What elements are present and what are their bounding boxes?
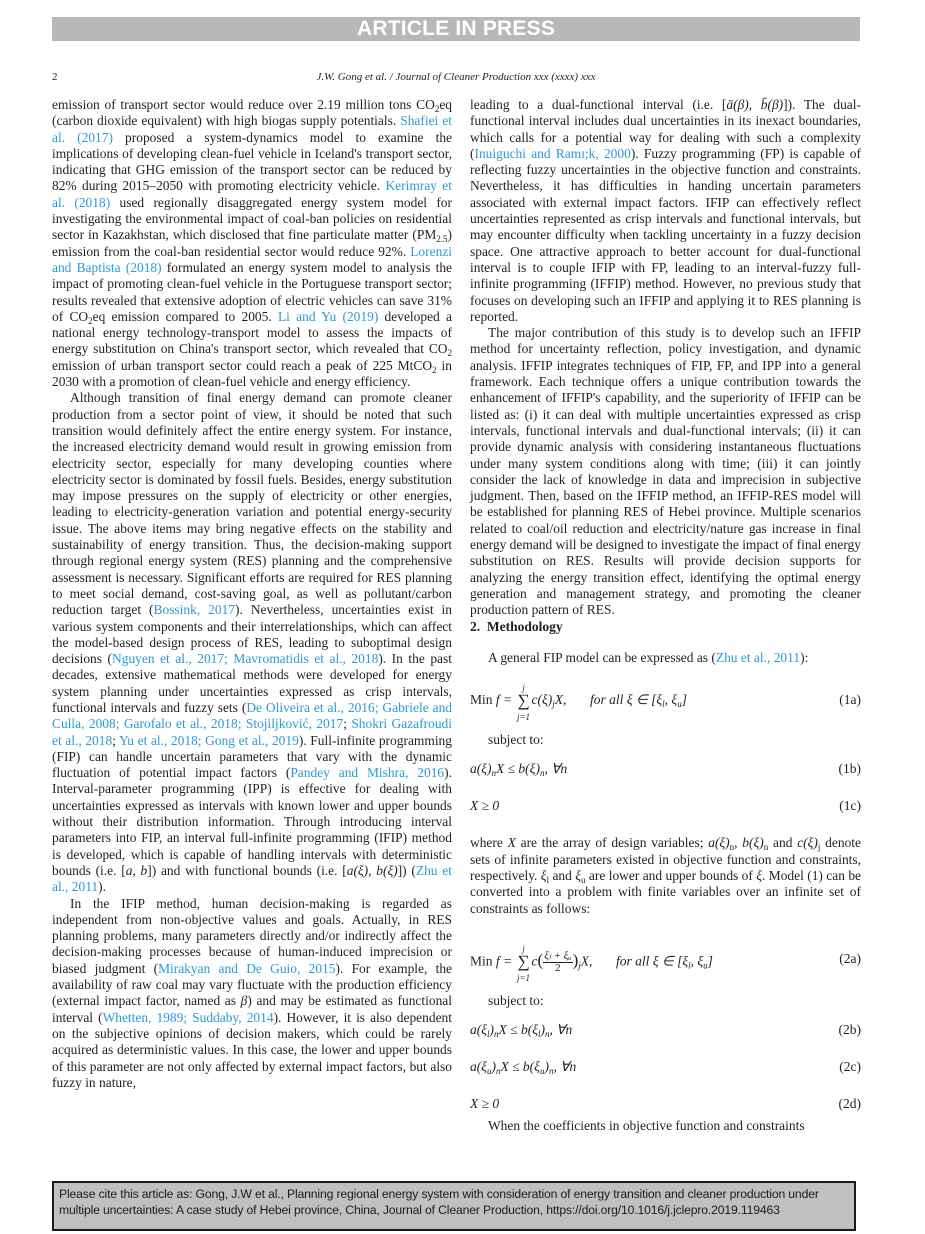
reference-link[interactable]: Inuiguchi and Ramı;k, 2000: [474, 145, 631, 161]
subscript: l: [546, 874, 550, 885]
reference-link[interactable]: Yu et al., 2018; Gong et al., 2019: [119, 732, 299, 748]
text: denote sets of infinite parameters existed in objective function and constraints, respectively.: [470, 835, 861, 883]
subscript: n: [494, 1029, 499, 1040]
reference-link[interactable]: Bossink, 2017: [153, 602, 236, 618]
eq-text: X ≥ 0: [470, 1096, 500, 1112]
subscript: 2: [447, 348, 452, 359]
math-inline: β: [240, 993, 248, 1009]
eq-text: Min: [470, 692, 493, 708]
eq-text: a(ξ: [470, 1059, 488, 1075]
math-inline: b(ξ): [742, 835, 764, 851]
reference-link[interactable]: Pandey and Mishra, 2016: [290, 765, 445, 781]
subscript: u: [703, 960, 708, 971]
equation-2d: [470, 1096, 861, 1112]
math-inline: ξ: [540, 867, 547, 883]
left-column: [52, 97, 452, 1091]
text: ;: [343, 716, 352, 732]
eq-text: for all ξ ∈ [ξ: [590, 692, 663, 708]
text: ). Interval-parameter programming (IPP) is effective for dealing with uncertainties expressed as intervals with known lower and upper bounds without their distribution information. Through introducing interval parameters into FIP, an interval full-infinite programming (IFIP) method is developed, which is capable of handling intervals with deterministic bounds (i.e. [: [52, 765, 452, 878]
citation-box: [52, 1181, 856, 1231]
right-column: [470, 97, 861, 1134]
text: ]). The dual-functional interval includes dual uncertainties in its inexact boundaries, which calls for a potential way for dealing with such a complexity (: [470, 97, 861, 161]
text: and: [549, 867, 576, 883]
paragraph: [52, 896, 452, 1092]
eq-text: f =: [495, 692, 516, 708]
subscript: l: [537, 1029, 541, 1040]
text: . Model (1) can be converted into a problem with finite variables over an infinite set of constraints as follows:: [470, 867, 862, 916]
text: A general FIP model can be expressed as (: [488, 649, 716, 665]
paragraph: [470, 993, 861, 1009]
eq-text: , ∀n: [544, 761, 568, 777]
subscript: n: [491, 768, 497, 779]
section-title: Methodology: [486, 618, 563, 634]
math-inline: ξ: [756, 867, 763, 883]
eq-text: , ξ: [664, 692, 678, 708]
sum-upper: j: [522, 683, 525, 694]
text: proposed a system-dynamics model to examine the implications of developing clean-fuel vehicle in Iceland's transport sector, indicating that GHG emission of the transport sector can be reduced by 82% during 2015–2050 with promoting electricity vehicle.: [52, 129, 453, 194]
reference-link[interactable]: Shokri Gazafroudi et al., 2018: [52, 716, 452, 748]
eq-text: Min: [470, 953, 493, 969]
text: ;: [112, 732, 120, 748]
eq-text: for all ξ ∈ [ξ: [616, 953, 689, 969]
equation-1c: [470, 798, 861, 814]
eq-text: X,: [554, 692, 567, 708]
left-paren: (: [537, 950, 544, 970]
text: used regionally disaggregated energy system model for investigating the environmental impact of coal-ban policies on residential sector in Kazakhstan, which disclosed that fine particulate matter (PM: [52, 194, 452, 243]
equation-2a: [470, 944, 861, 984]
subscript: l: [688, 960, 691, 971]
reference-link[interactable]: Li and Yu (2019): [277, 308, 379, 324]
text: emission of transport sector would reduce over 2.19 million tons CO: [52, 97, 435, 112]
paragraph: [52, 97, 452, 390]
journal-header: J.W. Gong et al. / Journal of Cleaner Production xxx (xxxx) xxx: [316, 71, 596, 83]
text: and: [768, 835, 798, 851]
math-inline: X: [507, 835, 516, 851]
text: ). Nevertheless, uncertainties exist in various system components and their interrelationships, which can affect the model-based design process of RES, leading to suboptimal design decisions (: [52, 602, 453, 667]
subscript: u: [677, 699, 682, 710]
section-heading: [470, 619, 861, 635]
subscript: n: [496, 1066, 501, 1077]
paragraph: [470, 732, 861, 748]
eq-text: ]: [681, 692, 687, 708]
eq-text: c(ξ): [531, 692, 553, 708]
eq-text: X ≥ 0: [470, 798, 500, 814]
citation-text: Please cite this article as: Gong, J.W et al., Planning regional energy system with consideration of energy transition and cleaner production under multiple uncertainties: A case study of Hebei province, China, Journal of Cleaner Production, https://doi.org/10.1016/j.jclepro.2019.119463: [59, 1187, 819, 1217]
equation-1b: [470, 761, 861, 777]
summation-symbol: ∑ j j=1: [516, 693, 532, 709]
text: ]) and with functional bounds (i.e. [: [147, 862, 347, 878]
eq-text: f =: [495, 953, 516, 969]
text: are the array of design variables;: [515, 835, 709, 851]
reference-link[interactable]: Kerimray et al. (2018): [52, 178, 452, 210]
reference-link[interactable]: Nguyen et al., 2017; Mavromatidis et al., 2018: [112, 651, 379, 667]
subscript: n: [548, 1066, 554, 1077]
eq-text: ): [491, 1059, 497, 1075]
eq-text: , ∀n: [549, 1022, 573, 1038]
text: ). In the past decades, extensive mathematical methods were developed for energy system planning under uncertainties expressed as crisp intervals, functional intervals and fuzzy sets (: [52, 651, 452, 715]
text: leading to a dual-functional interval (i.e. [: [470, 97, 727, 112]
equation-number: (2c): [839, 1059, 861, 1075]
text: emission of urban transport sector could reach a peak of 225 MtCO: [52, 357, 433, 373]
reference-link[interactable]: Zhu et al., 2011: [52, 862, 452, 895]
equation-number: (2d): [838, 1096, 861, 1112]
text: In the IFIP method, human decision-making is regarded as independent from non-objective values and goals. Actually, in RES planning problems, many parameters directly and/or indirectly affect the decision-making processes because of human-induced imprecision or biased judgment (: [52, 895, 452, 976]
subscript: l: [487, 1029, 490, 1040]
reference-link[interactable]: Whetten, 1989; Suddaby, 2014: [102, 1009, 274, 1025]
paragraph: [470, 325, 861, 618]
subscript: u: [581, 874, 586, 885]
text: developed a national energy technology-transport model to assess the impacts of energy substitution on China's transport sector, which revealed that CO: [52, 308, 452, 357]
right-paren: ): [572, 950, 579, 970]
text: eq (carbon dioxide equivalent) with high biogas supply potentials.: [52, 97, 452, 129]
math-inline: ā(β), b̄(β): [726, 97, 784, 112]
equation-number: (1b): [838, 761, 861, 777]
math-inline: a(ξ): [708, 835, 730, 851]
subscript: j: [552, 699, 555, 710]
subscript: l: [662, 699, 665, 710]
eq-text: ]: [707, 953, 713, 969]
text: formulated an energy system model to analysis the impact of promoting clean-fuel vehicle in the Portuguese transport sector; results revealed that extensive adoption of electric vehicles can save 31% of CO: [52, 259, 452, 324]
text: ):: [800, 649, 809, 665]
math-inline: c(ξ): [797, 835, 818, 851]
text: ) and may be estimated as functional interval (: [52, 993, 452, 1025]
math-inline: a, b: [125, 862, 148, 878]
subscript: 2: [88, 315, 93, 326]
subscript: 2: [432, 364, 437, 375]
eq-text: ): [540, 1022, 545, 1038]
paragraph: [470, 835, 861, 916]
eq-text: ): [489, 1022, 495, 1038]
sum-lower: j=1: [516, 973, 531, 984]
eq-text: X,: [580, 953, 593, 969]
equation-number: (1c): [839, 798, 861, 814]
subscript: n: [539, 768, 545, 779]
text: eq emission compared to 2005.: [92, 308, 278, 324]
text: The major contribution of this study is to develop such an IFFIP method for uncertainty reflection, policy investigation, and dynamic analysis. IFFIP integrates techniques of FIP, FP, and IPP into a general framework. Each technique offers a unique contribution towards the enhancement of IFFIP's capability, and the superiority of IFFIP can be listed as: (i) it can deal with multiple uncertainties expressed as crisp intervals, functional intervals and dual-functional intervals; (ii) it can provide dynamic analysis with considering instantaneous fluctuations under many system conditions along with time; (iii) it can jointly consider the lack of knowledge in data and imprecision in subjective judgment. Then, based on the IFFIP method, an IFFIP-RES model will be established for planning RES of Hebei province. Multiple scenarios related to coal/oil reduction and electricity/nature gas increase in final energy demand will be designed to investigate the impact of final energy substitution on RES. Results will provide decision supports for analyzing the energy transition effect, identifying the optimal energy generation and management strategy, and promoting the cleaner production pattern of RES.: [470, 325, 861, 618]
text: ]) (: [397, 862, 416, 878]
paragraph: [52, 390, 452, 895]
subscript: n: [545, 1029, 550, 1040]
paragraph: [470, 650, 861, 666]
eq-text: X ≤ b(ξ: [498, 1022, 538, 1038]
equation-2c: [470, 1059, 861, 1075]
eq-text: a(ξ: [470, 1022, 488, 1038]
subscript: j: [578, 960, 581, 971]
math-inline: ξ: [575, 867, 582, 883]
eq-text: , ξ: [690, 953, 704, 969]
eq-text: X ≤ b(ξ): [496, 761, 540, 777]
text: subject to:: [488, 732, 544, 748]
subscript: n: [763, 842, 769, 853]
running-head: [52, 71, 860, 87]
reference-link[interactable]: Lorenzi and Baptista (2018): [52, 243, 452, 275]
subscript: u: [539, 1066, 545, 1077]
sum-lower: j=1: [516, 712, 531, 723]
subscript: 2: [434, 104, 440, 114]
reference-link[interactable]: Shafiei et al. (2017): [52, 113, 452, 145]
text: subject to:: [488, 992, 544, 1008]
reference-link[interactable]: Mirakyan and De Guio, 2015: [158, 960, 336, 976]
text: where: [470, 835, 508, 851]
eq-text: a(ξ): [470, 761, 492, 777]
text: ). Full-infinite programming (FIP) can handle uncertain parameters that vary with the dynamic fluctuation of potential impact factors (: [52, 732, 452, 781]
text: When the coefficients in objective function and constraints: [488, 1118, 805, 1134]
subscript: j: [817, 842, 821, 853]
eq-text: , ∀n: [553, 1059, 577, 1075]
paragraph: [470, 97, 861, 325]
equation-1a: [470, 683, 861, 723]
eq-text: X ≤ b(ξ: [500, 1059, 540, 1075]
eq-text: c: [531, 953, 538, 969]
math-inline: a(ξ), b(ξ): [346, 862, 398, 878]
subscript: u: [487, 1066, 492, 1077]
summation-symbol: ∑ j j=1: [516, 954, 532, 970]
text: in 2030 with a promotion of clean-fuel vehicle and energy efficiency.: [52, 357, 453, 390]
equation-number: (2a): [839, 950, 861, 966]
fraction-numerator: ξₗ + ξᵤ: [544, 949, 572, 962]
text: ).: [98, 879, 106, 895]
page-number: 2: [52, 71, 58, 83]
text: ,: [734, 835, 743, 851]
paragraph: [470, 1118, 861, 1134]
text: Although transition of final energy demand can promote cleaner production from a sector point of view, it should be noted that such transition would definitely affect the entire energy system. For instance, the increased electricity demand would result in growing emission from electricity sector, especially for many developing counties where electricity sector is dominated by fossil fuels. Besides, energy substitution may impose pressures on the supply of electricity or other energies, leading to electricity-generation variation and potential energy-security issue. The above items may bring negative effects on the stability and sustainability of energy transition. Thus, the decision-making support through regional energy system (RES) planning and the comprehensive assessment is necessary. Significant efforts are required for RES planning to meet social demand, cost-saving goal, as well as pollutant/carbon reduction target (: [52, 390, 452, 618]
reference-link[interactable]: De Oliveira et al., 2016; Gabriele and Culla, 2008; Garofalo et al., 2018; Stojiljković, 2017: [52, 699, 453, 732]
fraction: [543, 951, 572, 974]
text: are lower and upper bounds of: [585, 867, 757, 883]
text: ) emission from the coal-ban residential sector would reduce 92%.: [52, 227, 452, 259]
sum-upper: j: [522, 944, 525, 955]
text: ). Fuzzy programming (FP) is capable of reflecting fuzzy uncertainties in the objective function and constraints. Nevertheless, it has difficulties in handing uncertain parameters associated with external impact factors. IFIP can effectively reflect uncertainties represented as crisp intervals and functional intervals, but may encounter difficulty when tackling uncertainty in a fuzzy decision space. One attractive approach to better account for dual-functional interval is to couple IFIP with FP, leading to an interval-fuzzy full-infinite programming (IFFIP) method. However, no previous study that focuses on developing such an IFFIP and applying it to RES planning is reported.: [470, 145, 861, 324]
fraction-denominator: 2: [555, 961, 561, 974]
reference-link[interactable]: Zhu et al., 2011: [715, 649, 801, 665]
text: ). However, it is also dependent on the subjective opinions of decision makers, which could be rarely acquired as deterministic values. In this case, the lower and upper bounds of this parameter are not only affected by external impact factors, but also fuzzy in nature,: [52, 1009, 452, 1090]
equation-number: (1a): [839, 692, 861, 708]
equation-number: (2b): [838, 1022, 861, 1038]
equation-2b: [470, 1022, 861, 1038]
subscript: n: [729, 842, 735, 853]
text: ). For example, the availability of raw coal may vary fluctuate with the production efficiency (external impact factor, named as: [52, 960, 453, 1009]
section-number: 2.: [470, 618, 481, 634]
eq-text: ): [544, 1059, 549, 1075]
subscript: 2.5: [436, 234, 448, 245]
article-in-press-banner: ARTICLE IN PRESS: [52, 17, 860, 41]
